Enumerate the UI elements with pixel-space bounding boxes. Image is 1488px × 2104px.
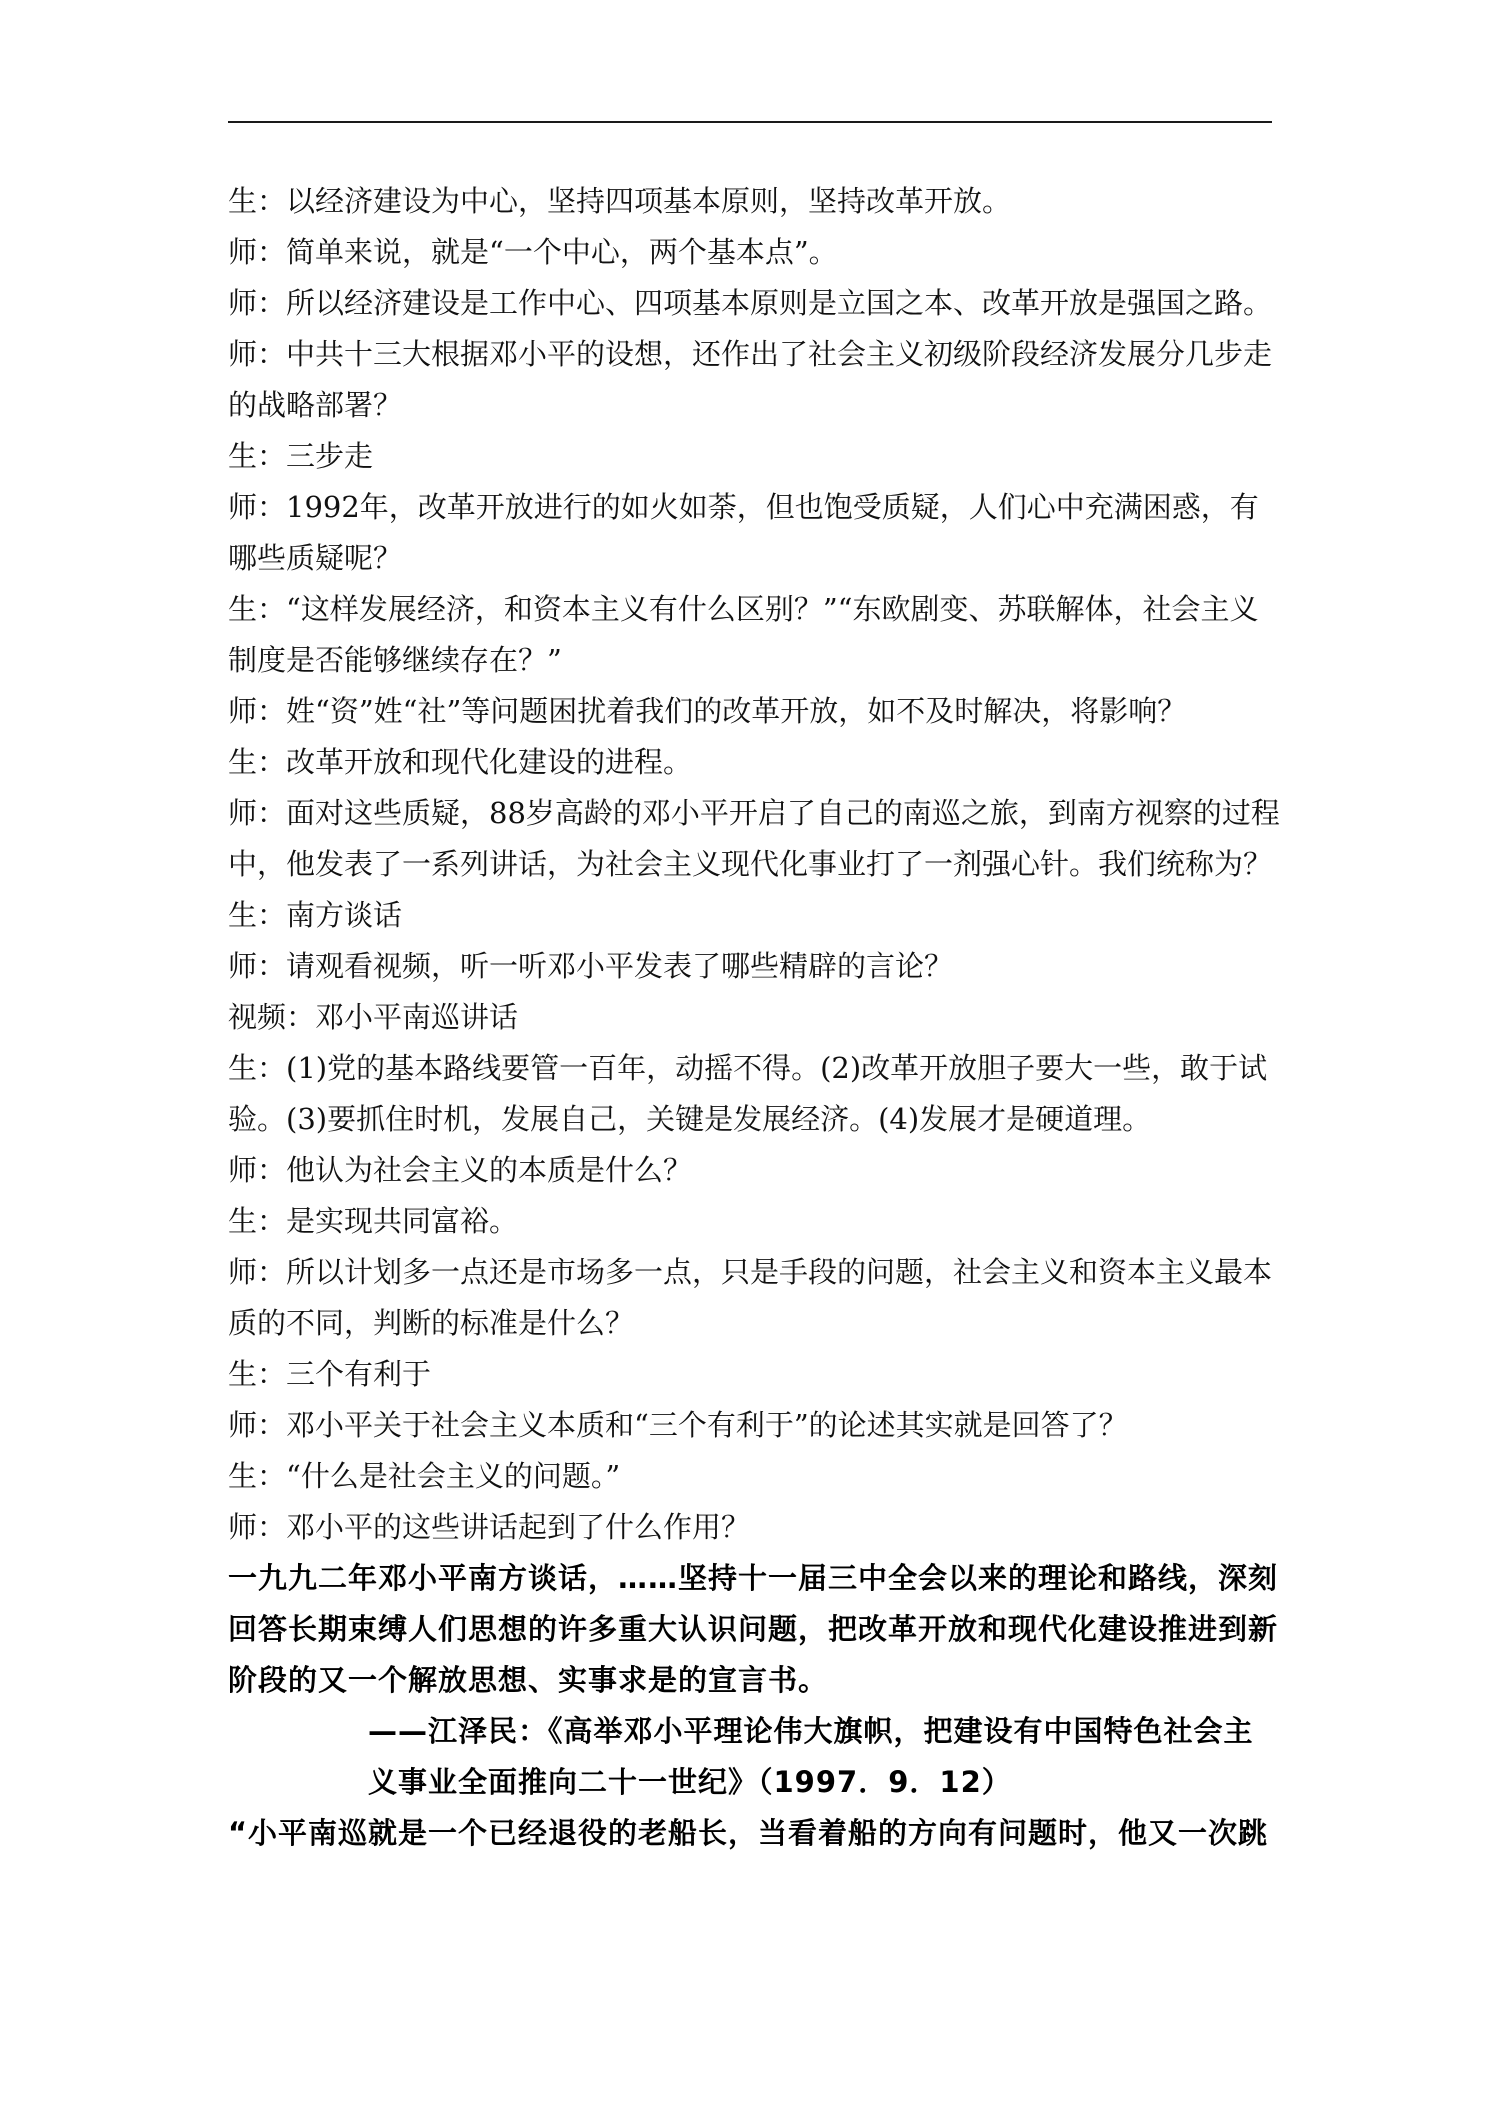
dialogue-body: [228, 176, 1280, 1859]
dialogue-line: 生：(1)党的基本路线要管一百年，动摇不得。(2)改革开放胆子要大一些，敢于试验。(3)要抓住时机，发展自己，关键是发展经济。(4)发展才是硬道理。: [228, 1051, 1268, 1136]
dialogue-line: 师：面对这些质疑，88岁高龄的邓小平开启了自己的南巡之旅，到南方视察的过程中，他发表了一系列讲话，为社会主义现代化事业打了一剂强心针。我们统称为？: [228, 796, 1280, 881]
quote-tail: “小平南巡就是一个已经退役的老船长，当看着船的方向有问题时，他又一次跳: [228, 1816, 1269, 1850]
dialogue-line: 生：三步走: [228, 439, 374, 473]
dialogue-line: 生：南方谈话: [228, 898, 403, 932]
dialogue-line: 师：所以计划多一点还是市场多一点，只是手段的问题，社会主义和资本主义最本质的不同，判断的标准是什么？: [228, 1255, 1273, 1340]
dialogue-line: 师：邓小平关于社会主义本质和“三个有利于”的论述其实就是回答了？: [228, 1408, 1128, 1442]
dialogue-line: 师：请观看视频，听一听邓小平发表了哪些精辟的言论？: [228, 949, 954, 983]
header-rule: [228, 121, 1272, 123]
dialogue-line: 视频：邓小平南巡讲话: [228, 1000, 519, 1034]
dialogue-line: 师：简单来说，就是“一个中心，两个基本点”。: [228, 235, 838, 269]
dialogue-line: 师：邓小平的这些讲话起到了什么作用？: [228, 1510, 751, 1544]
quote-text: 一九九二年邓小平南方谈话，……坚持十一届三中全会以来的理论和路线，深刻回答长期束缚人们思想的许多重大认识问题，把改革开放和现代化建设推进到新阶段的又一个解放思想、实事求是的宣言书。: [228, 1561, 1279, 1697]
dialogue-line: 生：“什么是社会主义的问题。”: [228, 1459, 621, 1493]
dialogue-line: 师：中共十三大根据邓小平的设想，还作出了社会主义初级阶段经济发展分几步走的战略部署？: [228, 337, 1273, 422]
dialogue-line: 师：姓“资”姓“社”等问题困扰着我们的改革开放，如不及时解决，将影响？: [228, 694, 1187, 728]
dialogue-line: 师：1992年，改革开放进行的如火如荼，但也饱受质疑，人们心中充满困惑，有哪些质疑呢？: [228, 490, 1259, 575]
dialogue-line: 生：以经济建设为中心，坚持四项基本原则，坚持改革开放。: [228, 184, 1012, 218]
dialogue-line: 生：是实现共同富裕。: [228, 1204, 519, 1238]
dialogue-line: 生：三个有利于: [228, 1357, 432, 1391]
dialogue-line: 生：“这样发展经济，和资本主义有什么区别？”“东欧剧变、苏联解体，社会主义制度是否能够继续存在？”: [228, 592, 1259, 677]
dialogue-line: 师：所以经济建设是工作中心、四项基本原则是立国之本、改革开放是强国之路。: [228, 286, 1273, 320]
dialogue-line: 师：他认为社会主义的本质是什么？: [228, 1153, 693, 1187]
dialogue-line: 生：改革开放和现代化建设的进程。: [228, 745, 693, 779]
quote-source: ——江泽民：《高举邓小平理论伟大旗帜，把建设有中国特色社会主义事业全面推向二十一世纪》（1997．9．12）: [368, 1714, 1254, 1799]
